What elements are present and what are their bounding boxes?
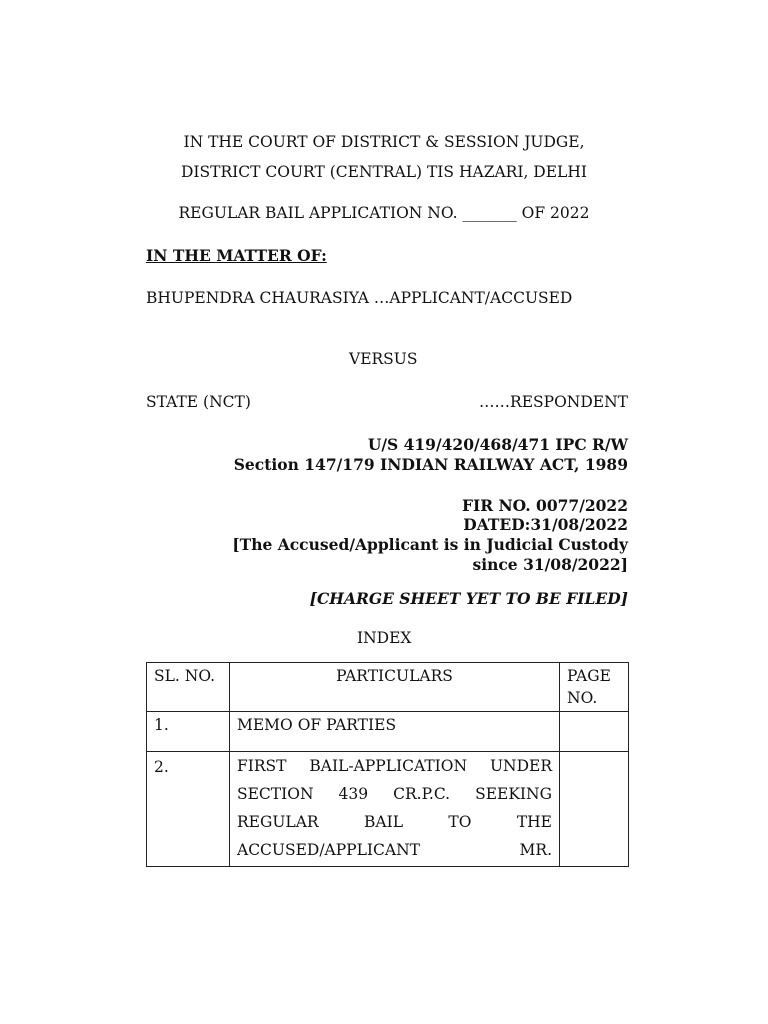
row-1-page <box>560 712 629 752</box>
word: REGULAR <box>237 813 319 831</box>
respondent-name: STATE (NCT) <box>146 393 251 411</box>
particulars-line-1 <box>237 752 552 780</box>
court-line-2: DISTRICT COURT (CENTRAL) TIS HAZARI, DELHI <box>181 163 587 181</box>
table-header-row <box>147 663 629 712</box>
row-2-sl: 2. <box>147 752 230 867</box>
custody-line-1: [The Accused/Applicant is in Judicial Custody <box>232 535 628 554</box>
index-title: INDEX <box>357 629 412 647</box>
word: BAIL-APPLICATION <box>309 757 468 775</box>
particulars-line-3 <box>237 808 552 836</box>
word: 439 <box>338 785 369 803</box>
application-number: REGULAR BAIL APPLICATION NO. _______ OF 2022 <box>178 204 590 222</box>
respondent-role: ……RESPONDENT <box>479 393 628 411</box>
table-row <box>147 712 629 752</box>
table-row <box>147 752 629 867</box>
word: MR. <box>519 841 552 859</box>
word: SECTION <box>237 785 314 803</box>
applicant-line: BHUPENDRA CHAURASIYA …APPLICANT/ACCUSED <box>146 289 573 307</box>
fir-dated: DATED:31/08/2022 <box>463 515 628 534</box>
custody-line-2: since 31/08/2022] <box>472 555 628 574</box>
word: CR.P.C. <box>393 785 451 803</box>
court-line-1: IN THE COURT OF DISTRICT & SESSION JUDGE, <box>183 133 585 151</box>
header-sl-no: SL. NO. <box>147 663 230 712</box>
word: FIRST <box>237 757 287 775</box>
sections-line-2: Section 147/179 INDIAN RAILWAY ACT, 1989 <box>233 455 628 474</box>
word: THE <box>516 813 552 831</box>
word: UNDER <box>489 757 552 775</box>
row-1-particulars: MEMO OF PARTIES <box>230 712 560 752</box>
charge-sheet-note: [CHARGE SHEET YET TO BE FILED] <box>309 589 628 608</box>
particulars-line-2 <box>237 780 552 808</box>
header-page-no: PAGE NO. <box>560 663 629 712</box>
word: SEEKING <box>475 785 552 803</box>
fir-number: FIR NO. 0077/2022 <box>461 496 628 515</box>
particulars-line-4 <box>237 836 552 864</box>
word: TO <box>448 813 472 831</box>
row-2-particulars <box>230 752 560 867</box>
header-particulars: PARTICULARS <box>230 663 560 712</box>
row-2-page <box>560 752 629 867</box>
sections-line-1: U/S 419/420/468/471 IPC R/W <box>367 435 628 454</box>
word: ACCUSED/APPLICANT <box>237 841 420 859</box>
row-1-sl: 1. <box>147 712 230 752</box>
word: BAIL <box>363 813 403 831</box>
matter-heading: IN THE MATTER OF: <box>146 246 327 265</box>
index-table <box>146 662 629 867</box>
versus-label: VERSUS <box>349 350 418 368</box>
